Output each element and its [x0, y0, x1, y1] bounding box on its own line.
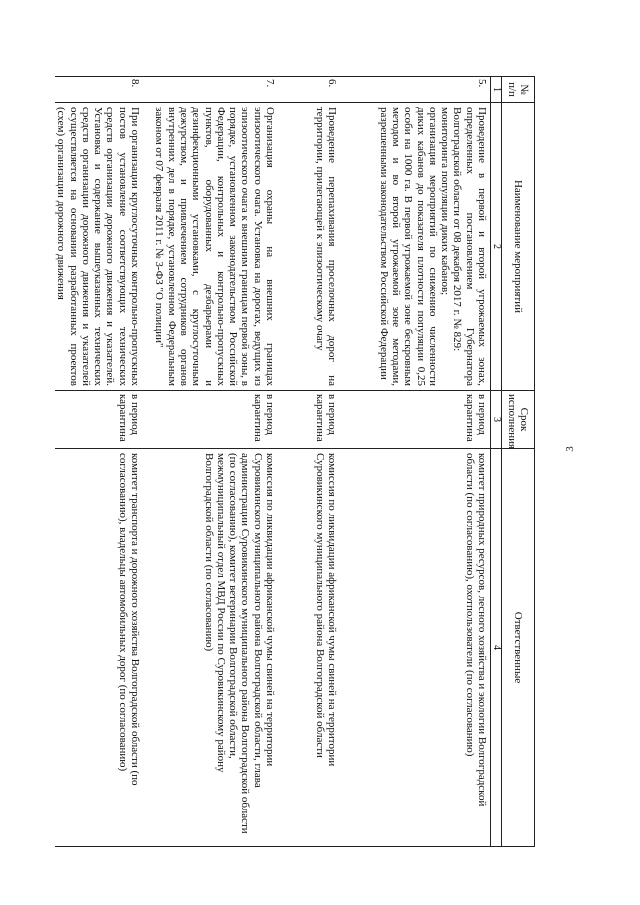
page-number: 3 [564, 446, 576, 452]
column-number-row [491, 77, 502, 847]
header-measure: Наименование мероприятий [502, 103, 535, 391]
responsible-cell: комитет транспорта и дорожного хозяйства Волгоградской области (по согласованию), владельцы автомобильных дорог (по согласованию) [55, 449, 143, 847]
measures-table [55, 76, 535, 847]
deadline-cell: в период карантина [278, 391, 340, 449]
deadline-cell: в период карантина [340, 391, 491, 449]
measure-text: Организация охраны на внешних границах эпизоотического очага. Установка на дорогах, ведущих из эпизоотического очага к внешним границам первой зоны, в порядке, установленном законодательством Российской Федерации, контрольных и контрольно-пропускных пунктов, оборудованных дезбарьерами и дезинфекционными установками, с круглосуточным дежурством, и привлечением сотрудников органов внутренних дел в порядке, установленном Федеральным законом от 07 февраля 2011 г. № 3-ФЗ "О полиции" [153, 107, 276, 386]
table-row [278, 77, 340, 847]
table-row [340, 77, 491, 847]
measure-text: При организации круглосуточных контрольно-пропускных постов установление соответствующих технических средств организации дорожного движения и указателей. Установка и содержание вышеуказанных технических средств организации дорожного движения и указателей осуществляется на основании разработанных проектов (схем) организации дорожного движения [55, 107, 142, 386]
responsible-cell: комиссия по ликвидации африканской чумы свиней на территории Суровикинского муниципального района Волгоградской области [278, 449, 340, 847]
deadline-cell: в период карантина [55, 391, 143, 449]
column-number: 4 [491, 449, 502, 847]
column-number: 3 [491, 391, 502, 449]
responsible-cell: комиссия по ликвидации африканской чумы свиней на территории Суровикинского муниципального района Волгоградской области, глава администрации Суровикинского муниципального района Волгоградской области (по согласованию), комитет ветеринарии Волгоградской области, межмуниципальный отдел МВД России по Суровикинскому району Волгоградской области (по согласованию) [143, 449, 278, 847]
responsible-cell: комитет природных ресурсов, лесного хозяйства и экологии Волгоградской области (по согласованию), охотпользователи (по согласованию) [340, 449, 491, 847]
header-responsible: Ответственные [502, 449, 535, 847]
row-number: 8. [55, 77, 143, 103]
column-number: 1 [491, 77, 502, 103]
measure-text: Проведение перепахивания проселочных дорог на территории, прилегающей к эпизоотическому очагу [313, 107, 338, 386]
header-num: № п/п [502, 77, 535, 103]
measure-cell [278, 103, 340, 391]
deadline-cell: в период карантина [143, 391, 278, 449]
column-number: 2 [491, 103, 502, 391]
header-row [502, 77, 535, 847]
measure-text: организация мероприятий по снижению численности диких кабанов до показателя плотности популяции 0,25 особи на 1000 га. В первой угрожаемой зоне бескровным методом и во второй угрожаемой зоне методами, разрешенными законодательством Российской Федерации [377, 107, 439, 386]
row-number: 5. [340, 77, 491, 103]
row-number: 6. [278, 77, 340, 103]
table-row [55, 77, 143, 847]
measure-text: Проведение в первой и второй угрожаемых зонах, определенных постановлением Губернатора Волгоградской области от 08 декабря 2017 г. № 829: [451, 107, 488, 386]
header-deadline: Срок исполнения [502, 391, 535, 449]
table-row [143, 77, 278, 847]
measure-cell [143, 103, 278, 391]
measure-cell [340, 103, 491, 391]
measure-text: мониторинга популяции диких кабанов; [439, 107, 452, 296]
rotated-table-container [55, 76, 535, 846]
measure-cell [55, 103, 143, 391]
row-number: 7. [143, 77, 278, 103]
